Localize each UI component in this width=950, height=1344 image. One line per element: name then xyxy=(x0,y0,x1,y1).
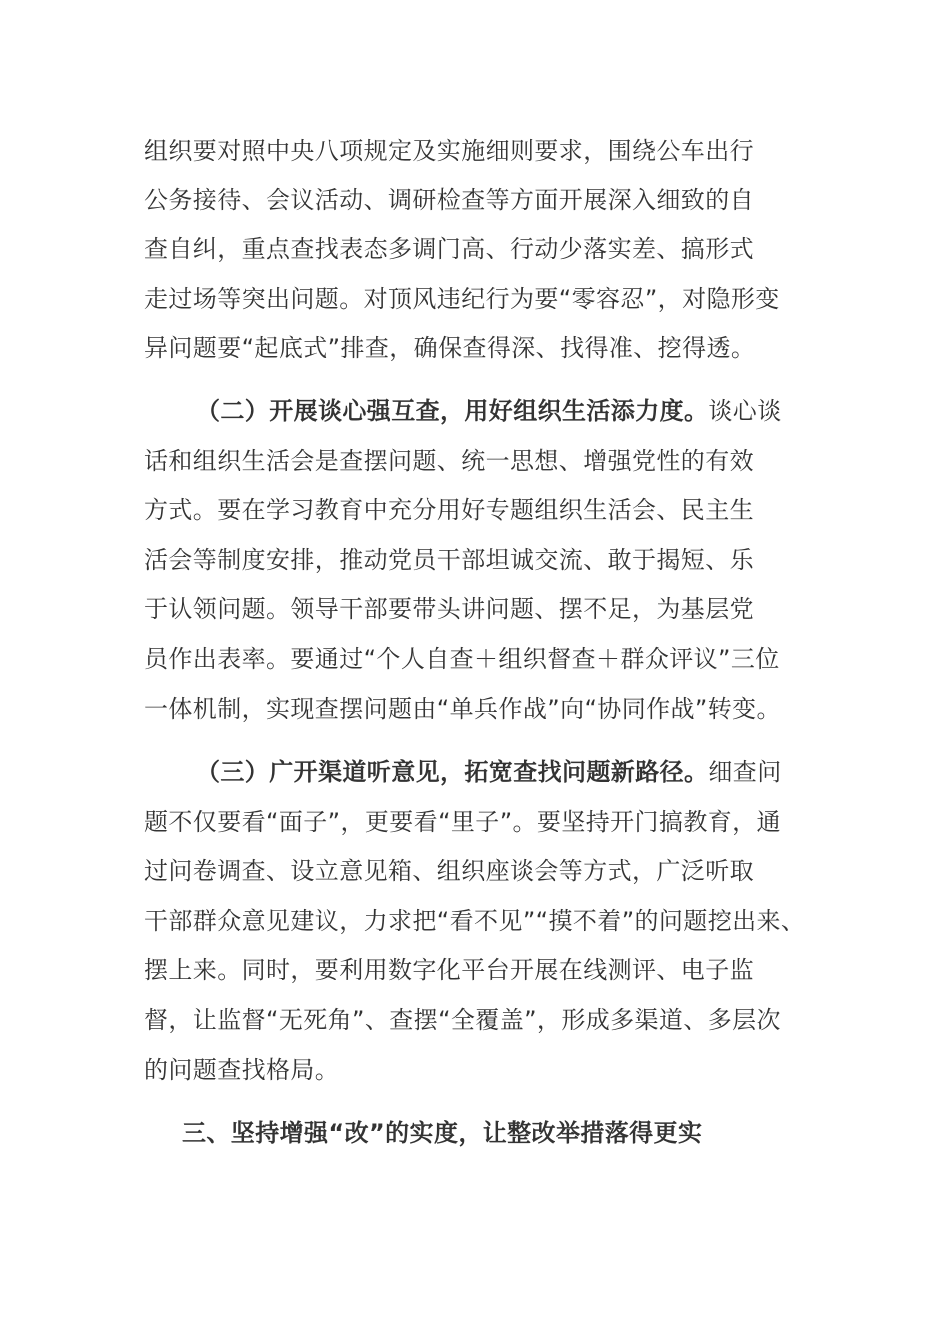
section-heading: 三、坚持增强“改”的实度，让整改举措落得更实 xyxy=(182,1119,703,1147)
paragraph-line: 查自纠，重点查找表态多调门高、行动少落实差、搞形式 xyxy=(144,235,754,263)
paragraph-line: 公务接待、会议活动、调研检查等方面开展深入细致的自 xyxy=(144,186,754,214)
paragraph-line: 走过场等突出问题。对顶风违纪行为要“零容忍”，对隐形变 xyxy=(144,285,780,313)
paragraph-line: 的问题查找格局。 xyxy=(144,1056,340,1084)
paragraph-text: 细查问 xyxy=(708,758,782,786)
paragraph-line: 一体机制，实现查摆问题由“单兵作战”向“协同作战”转变。 xyxy=(144,695,781,723)
paragraph-first-line xyxy=(196,757,782,787)
paragraph-line: 干部群众意见建议，力求把“看不见”“摸不着”的问题挖出来、 xyxy=(144,907,806,935)
paragraph-line: 过问卷调查、设立意见箱、组织座谈会等方式，广泛听取 xyxy=(144,857,754,885)
paragraph-line: 于认领问题。领导干部要带头讲问题、摆不足，为基层党 xyxy=(144,595,754,623)
paragraph-line: 异问题要“起底式”排查，确保查得深、找得准、挖得透。 xyxy=(144,334,756,362)
paragraph-line: 题不仅要看“面子”，更要看“里子”。要坚持开门搞教育，通 xyxy=(144,808,781,836)
subsection-heading: （三）广开渠道听意见，拓宽查找问题新路径。 xyxy=(196,758,709,786)
paragraph-line: 活会等制度安排，推动党员干部坦诚交流、敢于揭短、乐 xyxy=(144,546,754,574)
paragraph-line: 摆上来。同时，要利用数字化平台开展在线测评、电子监 xyxy=(144,956,754,984)
paragraph-first-line xyxy=(196,396,782,426)
paragraph-line: 督，让监督“无死角”、查摆“全覆盖”，形成多渠道、多层次 xyxy=(144,1006,781,1034)
paragraph-line: 组织要对照中央八项规定及实施细则要求，围绕公车出行 xyxy=(144,137,754,165)
subsection-heading: （二）开展谈心强互查，用好组织生活添力度。 xyxy=(196,397,709,425)
paragraph-text: 谈心谈 xyxy=(708,397,782,425)
paragraph-line: 员作出表率。要通过“个人自查＋组织督查＋群众评议”三位 xyxy=(144,645,780,673)
paragraph-line: 话和组织生活会是查摆问题、统一思想、增强党性的有效 xyxy=(144,447,754,475)
paragraph-line: 方式。要在学习教育中充分用好专题组织生活会、民主生 xyxy=(144,496,754,524)
